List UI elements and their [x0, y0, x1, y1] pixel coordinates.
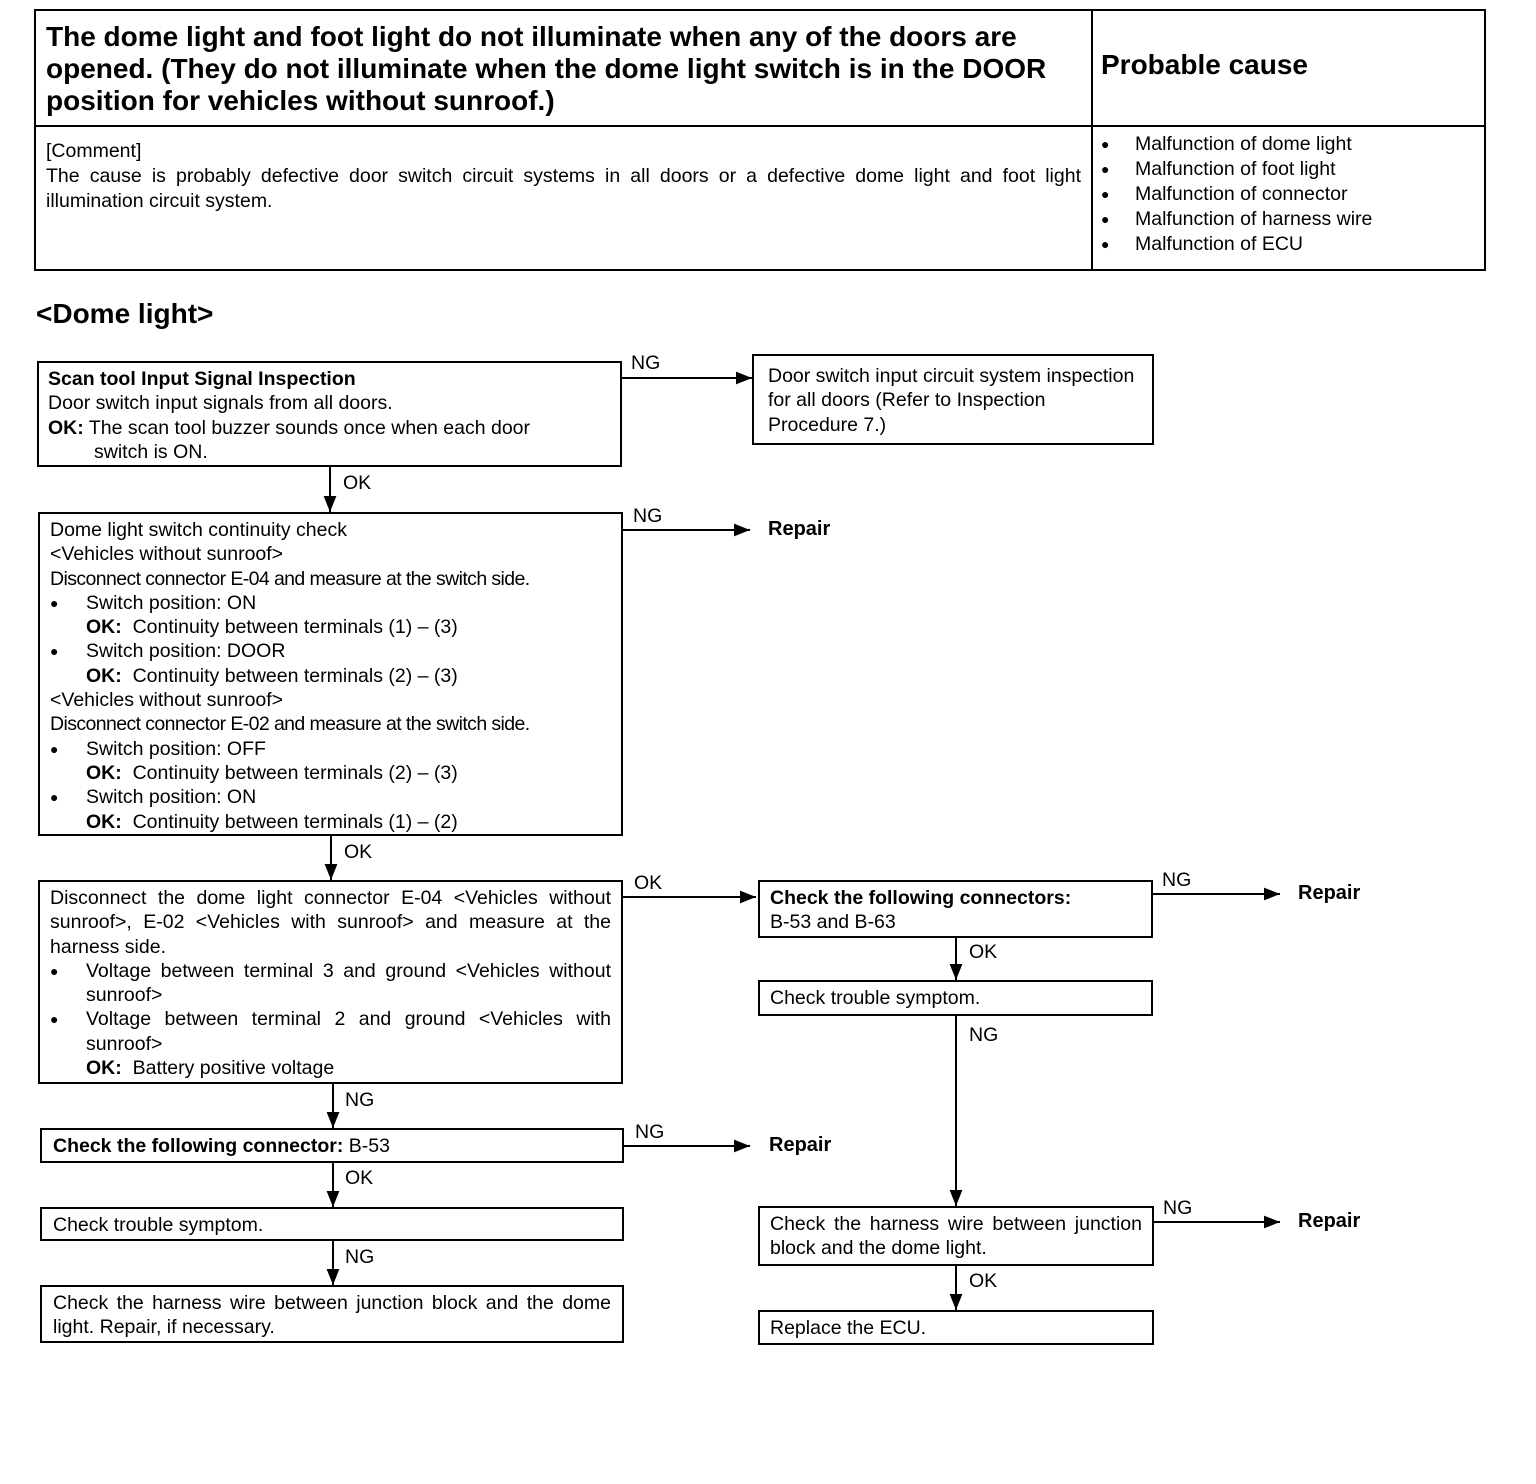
harness-right-box	[758, 1206, 1154, 1266]
cont-line1: Dome light switch continuity check	[50, 519, 347, 541]
label-ng: NG	[969, 1024, 999, 1046]
probable-cause-title: Probable cause	[1093, 11, 1484, 127]
comment-text: The cause is probably defective door switch circuit systems in all doors or a defective dome light and foot light illumination circuit system.	[46, 165, 1081, 212]
harness-right-text: Check the harness wire between junction block and the dome light.	[770, 1213, 1142, 1260]
door-switch-text: Door switch input circuit system inspection for all doors (Refer to Inspection Procedure 7.)	[768, 365, 1135, 436]
comment-label: [Comment]	[46, 140, 142, 162]
label-ng: NG	[633, 505, 663, 527]
cont-ok: OK: Continuity between terminals (2) – (3)	[86, 664, 458, 687]
label-ng: NG	[1163, 1197, 1193, 1219]
label-ok: OK	[969, 941, 998, 963]
cause-item: ● Malfunction of dome light	[1101, 132, 1476, 157]
label-ng: NG	[635, 1121, 665, 1143]
trouble-right-text: Check trouble symptom.	[770, 987, 981, 1009]
cont-line2: <Vehicles without sunroof>	[50, 543, 284, 566]
cause-item: ● Malfunction of connector	[1101, 182, 1476, 207]
trouble-symptom-right-box	[758, 980, 1153, 1016]
conn-b53-value: B-53	[348, 1135, 390, 1157]
scan-line: Door switch input signals from all doors.	[48, 392, 393, 415]
scan-title: Scan tool Input Signal Inspection	[48, 368, 356, 390]
cont-bullet: ● Switch position: OFF	[50, 737, 611, 761]
volt-bullet: ● Voltage between terminal 2 and ground <Vehicles with sunroof>	[50, 1007, 611, 1056]
trouble-symptom-left-box	[40, 1207, 624, 1241]
cause-item: ● Malfunction of ECU	[1101, 232, 1476, 257]
label-ok: OK	[634, 872, 663, 894]
label-ng: NG	[631, 352, 661, 374]
volt-bullet: ● Voltage between terminal 3 and ground <Vehicles without sunroof>	[50, 959, 611, 1008]
repair-label: Repair	[1298, 882, 1361, 904]
volt-ok: OK: Battery positive voltage	[86, 1057, 335, 1080]
label-ok: OK	[345, 1167, 374, 1189]
repair-label: Repair	[768, 518, 831, 540]
cont-bullet: ● Switch position: ON	[50, 591, 611, 615]
cont-line5: Disconnect connector E-02 and measure at the switch side.	[50, 713, 530, 736]
harness-left-box	[40, 1285, 624, 1343]
replace-ecu-box	[758, 1310, 1154, 1345]
harness-left-text: Check the harness wire between junction block and the dome light. Repair, if necessary.	[53, 1292, 611, 1339]
label-ng: NG	[345, 1246, 375, 1268]
repair-label: Repair	[1298, 1210, 1361, 1232]
cont-bullet: ● Switch position: ON	[50, 785, 611, 809]
repair-label: Repair	[769, 1134, 832, 1156]
cont-ok: OK: Continuity between terminals (1) – (2)	[86, 810, 458, 833]
continuity-box	[38, 512, 623, 836]
label-ng: NG	[1162, 869, 1192, 891]
cont-bullet: ● Switch position: DOOR	[50, 639, 611, 663]
door-switch-box	[752, 354, 1154, 445]
scan-ok: OK: The scan tool buzzer sounds once when each door	[48, 416, 531, 439]
header-title: The dome light and foot light do not illuminate when any of the doors are opened. (They do not illuminate when the dome light switch is in the DOOR position for vehicles without sunroof.)	[36, 11, 1093, 127]
cause-item: ● Malfunction of harness wire	[1101, 207, 1476, 232]
trouble-left-text: Check trouble symptom.	[53, 1214, 264, 1236]
scan-ok-cont: switch is ON.	[94, 440, 208, 463]
label-ok: OK	[969, 1270, 998, 1292]
conn-right-title: Check the following connectors:	[770, 887, 1072, 909]
voltage-box	[38, 880, 623, 1084]
connector-b53-box	[40, 1128, 624, 1163]
conn-right-value: B-53 and B-63	[770, 911, 896, 934]
volt-line1: Disconnect the dome light connector E-04 <Vehicles without sunroof>, E-02 <Vehicles with sunroof> and measure at the harness side.	[50, 887, 611, 958]
cont-ok: OK: Continuity between terminals (1) – (3)	[86, 616, 458, 639]
cont-line3: Disconnect connector E-04 and measure at the switch side.	[50, 567, 530, 590]
cont-ok: OK: Continuity between terminals (2) – (3)	[86, 761, 458, 784]
section-title: <Dome light>	[36, 298, 214, 329]
connectors-b53-b63-box	[758, 880, 1153, 938]
cause-item: ● Malfunction of foot light	[1101, 157, 1476, 182]
label-ok: OK	[343, 472, 372, 494]
label-ng: NG	[345, 1089, 375, 1111]
conn-b53-title: Check the following connector:	[53, 1135, 344, 1157]
scan-tool-box	[37, 361, 622, 467]
replace-ecu-text: Replace the ECU.	[770, 1317, 927, 1339]
label-ok: OK	[344, 841, 373, 863]
cont-line4: <Vehicles without sunroof>	[50, 689, 284, 712]
